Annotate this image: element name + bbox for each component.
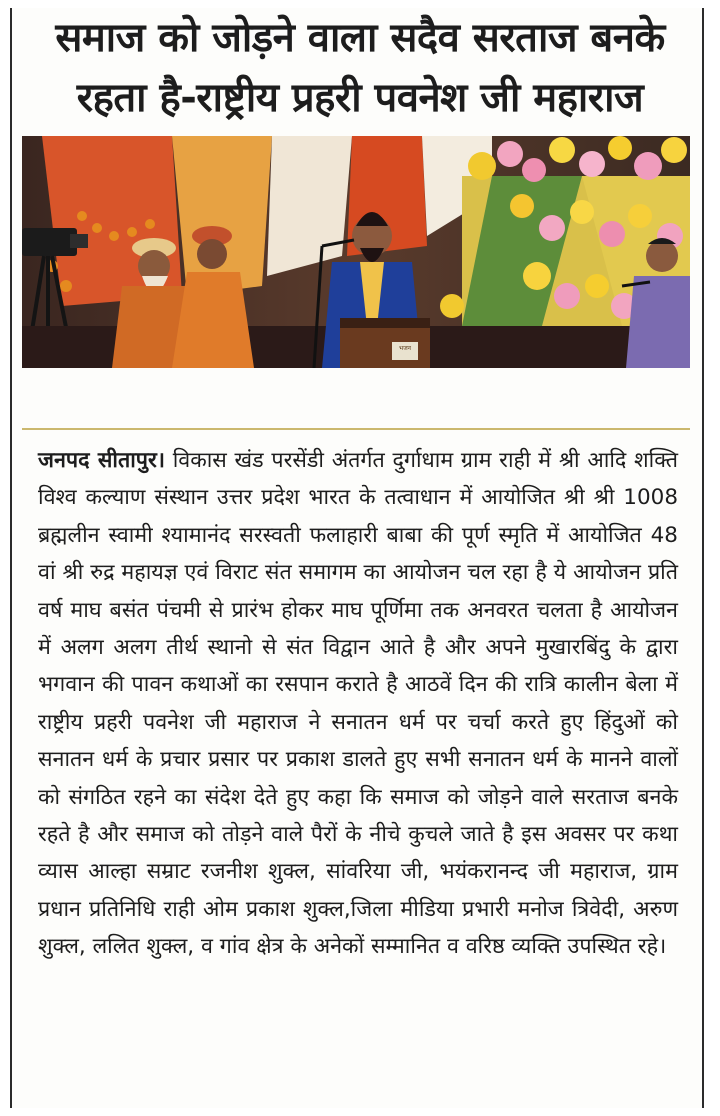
harmonium-label: भजन (398, 345, 411, 352)
headline (16, 8, 704, 128)
article-text: विकास खंड परसेंडी अंतर्गत दुर्गाधाम ग्राम राही में श्री आदि शक्ति विश्व कल्याण संस्थान उत्तर प्रदेश भारत के तत्वाधान में आयोजित श्री श्री 1008 ब्रह्मलीन स्वामी श्यामानंद सरस्वती फलाहारी बाबा की पूर्ण स्मृति में आयोजित 48 वां श्री रुद्र महायज्ञ एवं विराट संत समागम का आयोजन चल रहा है ये आयोजन प्रति वर्ष माघ बसंत पंचमी से प्रारंभ होकर माघ पूर्णिमा तक अनवरत चलता है आयोजन में अलग अलग तीर्थ स्थानो से संत विद्वान आते है और अपने मुखारबिंदु के द्वारा भगवान की पावन कथाओं का रसपान कराते है आठवें दिन की रात्रि कालीन बेला में राष्ट्रीय प्रहरी पवनेश जी महाराज ने सनातन धर्म पर चर्चा करते हुए हिंदुओं को सनातन धर्म के प्रचार प्रसार पर प्रकाश डालते हुए सभी सनातन धर्म के मानने वालों को संगठित रहने का संदेश देते हुए कहा कि समाज को जोड़ने वाले सरताज बनके रहते है और समाज को तोड़ने वाले पैरों के नीचे कुचले जाते है इस अवसर पर कथा व्यास आल्हा सम्राट रजनीश शुक्ल, सांवरिया जी, भयंकरानन्द जी महाराज, ग्राम प्रधान प्रतिनिधि राही ओम प्रकाश शुक्ल,जिला मीडिया प्रभारी मनोज त्रिवेदी, अरुण शुक्ल, ललित शुक्ल, व गांव क्षेत्र के अनेकों सम्मानित व वरिष्ठ व्यक्ति उपस्थित रहे। (38, 448, 678, 960)
headline-line-1: समाज को जोड़ने वाला सदैव सरताज बनके (55, 15, 665, 61)
dateline: जनपद सीतापुर। (38, 448, 165, 473)
section-divider (22, 428, 690, 430)
event-photo (22, 136, 690, 368)
headline-line-2: रहता है-राष्ट्रीय प्रहरी पवनेश जी महाराज (76, 75, 644, 121)
event-photo-illustration (22, 136, 690, 368)
article-body (38, 442, 678, 966)
